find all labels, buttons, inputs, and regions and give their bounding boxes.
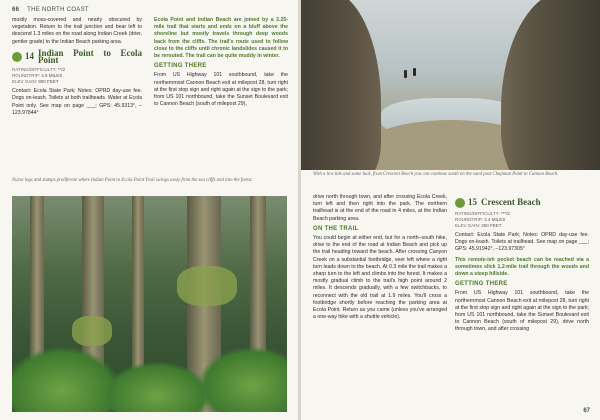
stat-elev-gain: ELEV GAIN: 250 FEET (455, 223, 502, 228)
stat-roundtrip: ROUNDTRIP: 2.4 MILES (455, 217, 506, 222)
hike-intro: This remote-ish pocket beach can be reached via a sometimes slick 1.2-mile trail through the woods and down a steep hillside. (455, 256, 589, 278)
stat-rating: RATING/DIFFICULTY: ***/2 (455, 211, 510, 216)
hike-stats (12, 67, 142, 85)
left-column-2 (154, 17, 288, 111)
left-page (0, 0, 298, 420)
hike-number: 15 (468, 197, 477, 208)
forest-photo-caption: Nurse logs and stumps proliferate where Indian Point to Ecola Point Trail swings away from the sea cliffs and into the forest. (12, 178, 253, 183)
hike-difficulty-icon (12, 52, 22, 62)
hike-title: Crescent Beach (481, 197, 541, 208)
right-column-1 (313, 194, 447, 324)
hike-difficulty-icon (455, 198, 465, 208)
right-column-2 (455, 194, 589, 337)
getting-there-text: From US Highway 101 southbound, take the northernmost Cannon Beach exit at milepost 28, turn right at the first stop sign and right again at the sign to the park; from US 101 northbound, take the Sunset Boulevard exit to Cannon Beach (south of milepost 29), (154, 72, 288, 108)
on-the-trail-text: You could begin at either end, but for a north–south hike, drive to the end of the road at Indian Beach and pick up the trail heading toward the beach. After crossing Canyon Creek on a substantial footbridge, veer left where a right turn leads down to the beach. At 0.3 mile the trail makes a sharp turn to the left and climbs into the forest. It makes a mostly gradual climb to the trail's high point around 2 miles. It descends gradually, with a few switchbacks, to reconnect with the old trail at 1.9 miles. You'll cross a footbridge shortly before reaching the parking area at Ecola Point. Return as you came (unless you've arranged a one-way hike with a shuttle vehicle). (313, 235, 447, 321)
page-number: 67 (583, 408, 590, 414)
hike-14-heading (12, 47, 142, 66)
hike-stats (455, 211, 589, 229)
contact-notes: Contact: Ecola State Park; Notes: OPRD day-use fee. Dogs on-leash. Toilets at both trailheads. Water at Ecola Point only. See map on page ___; GPS: 45.9313°, –123.97844° (12, 88, 142, 116)
stat-roundtrip: ROUNDTRIP: 4.5 MILES (12, 73, 63, 79)
hike-title: Indian Point to Ecola Point (38, 47, 142, 66)
on-the-trail-heading: ON THE TRAIL (313, 225, 359, 232)
hike-number: 14 (25, 51, 34, 62)
beach-photo (301, 0, 600, 170)
getting-there-heading: GETTING THERE (154, 63, 207, 70)
stat-rating: RATING/DIFFICULTY: **/2 (12, 67, 66, 73)
directions-continued: drive north through town, and after crossing Ecola Creek, turn left and then right into the park. The northern trailhead is at the end of the road in 4 miles, at the Indian Beach parking area. (313, 194, 447, 222)
hike-intro: Ecola Point and Indian Beach are joined by a 2.25-mile trail that starts and ends on a bluff above the shoreline but mostly travels through deep woods back from the cliffs. The trail's route used to follow close to the cliffs until chronic landslides caused it to be rerouted. The trail can be quite muddy in winter. (154, 17, 288, 60)
getting-there-text: From US Highway 101 southbound, take the northernmost Cannon Beach exit at milepost 28, turn right at the first stop sign and right again at the sign to the park; from US 101 northbound, take the Sunset Boulevard exit to Cannon Beach (south of milepost 29), drive north through town, and after crossing (455, 290, 589, 333)
stat-elev-gain: ELEV GAIN: 900 FEET (12, 79, 59, 85)
getting-there-heading: GETTING THERE (455, 281, 508, 288)
forest-photo (12, 196, 287, 412)
contact-notes: Contact: Ecola State Park; Notes: OPRD day-use fee. Dogs on-leash. Toilets at trailhead. See map on page ___; GPS: 45.91942°, –123.97305° (455, 232, 589, 253)
right-page (301, 0, 600, 420)
page-number: 66 (12, 7, 20, 13)
section-name: THE NORTH COAST (27, 7, 89, 13)
hike-15-heading (455, 198, 589, 208)
intro-paragraph: mostly moss-covered and nearly obscured by vegetation. Return to the trail junction and bear left to descend 1.3 miles on the road along Indian Creek (drier, gentler grade) to the Indian Beach parking area. (12, 17, 142, 45)
running-head (12, 7, 89, 13)
beach-photo-caption: With a low tide and some luck, from Crescent Beach you can continue south on the sand past Chapman Point to Cannon Beach. (313, 172, 559, 177)
left-column-1 (12, 17, 142, 120)
